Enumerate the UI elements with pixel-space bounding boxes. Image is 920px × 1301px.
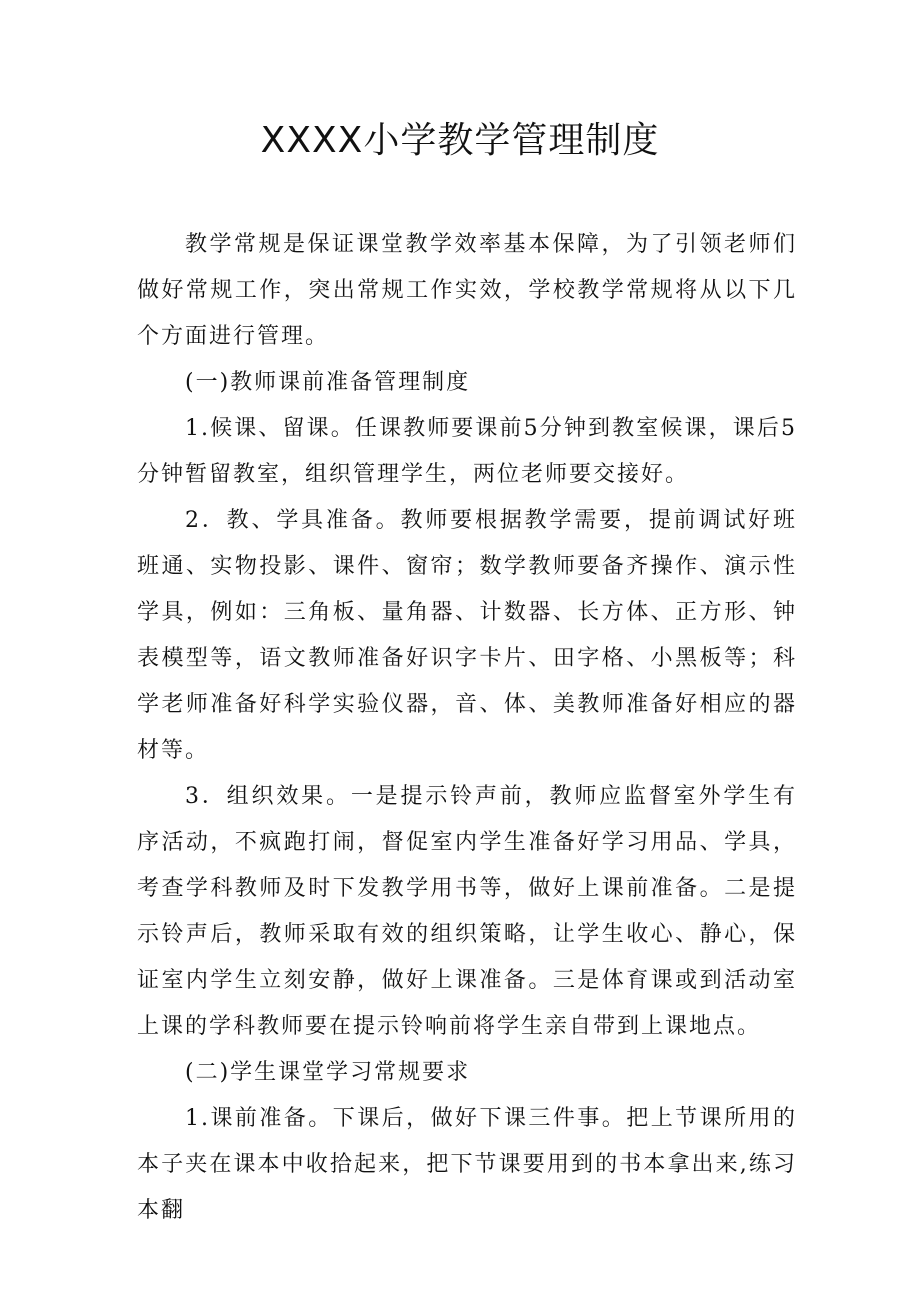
section-heading-student-routine: (二)学生课堂学习常规要求 <box>185 1060 471 1085</box>
document-title: XXXX小学教学管理制度 <box>260 120 660 161</box>
paragraph-organization-effect: 3．组织效果。一是提示铃声前，教师应监督室外学生有序活动，不疯跑打闹，督促室内学生准备好学习用品、学具，考查学科教师及时下发教学用书等，做好上课前准备。二是提示铃声后，教师采取有效的组织策略，让学生收心、静心，保证室内学生立刻安静，做好上课准备。三是体育课或到活动室上课的学科教师要在提示铃响前将学生亲自带到上课地点。 <box>137 784 797 1039</box>
paragraph-pre-class-preparation: 1.课前准备。下课后，做好下课三件事。把上节课所用的本子夹在课本中收拾起来，把下节课要用到的书本拿出来,练习本翻 <box>137 1106 797 1223</box>
document-body <box>137 222 797 1234</box>
intro-paragraph: 教学常规是保证课堂教学效率基本保障，为了引领老师们做好常规工作，突出常规工作实效，学校教学常规将从以下几个方面进行管理。 <box>137 232 797 349</box>
paragraph-waiting-for-class: 1.候课、留课。任课教师要课前5分钟到教室候课，课后5分钟暂留教室，组织管理学生，两位老师要交接好。 <box>137 416 797 487</box>
section-heading-teacher-preparation: (一)教师课前准备管理制度 <box>185 370 471 395</box>
paragraph-teaching-aids: 2．教、学具准备。教师要根据教学需要，提前调试好班班通、实物投影、课件、窗帘；数学教师要备齐操作、演示性学具，例如：三角板、量角器、计数器、长方体、正方形、钟表模型等，语文教师准备好识字卡片、田字格、小黑板等；科学老师准备好科学实验仪器，音、体、美教师准备好相应的器材等。 <box>137 508 797 763</box>
